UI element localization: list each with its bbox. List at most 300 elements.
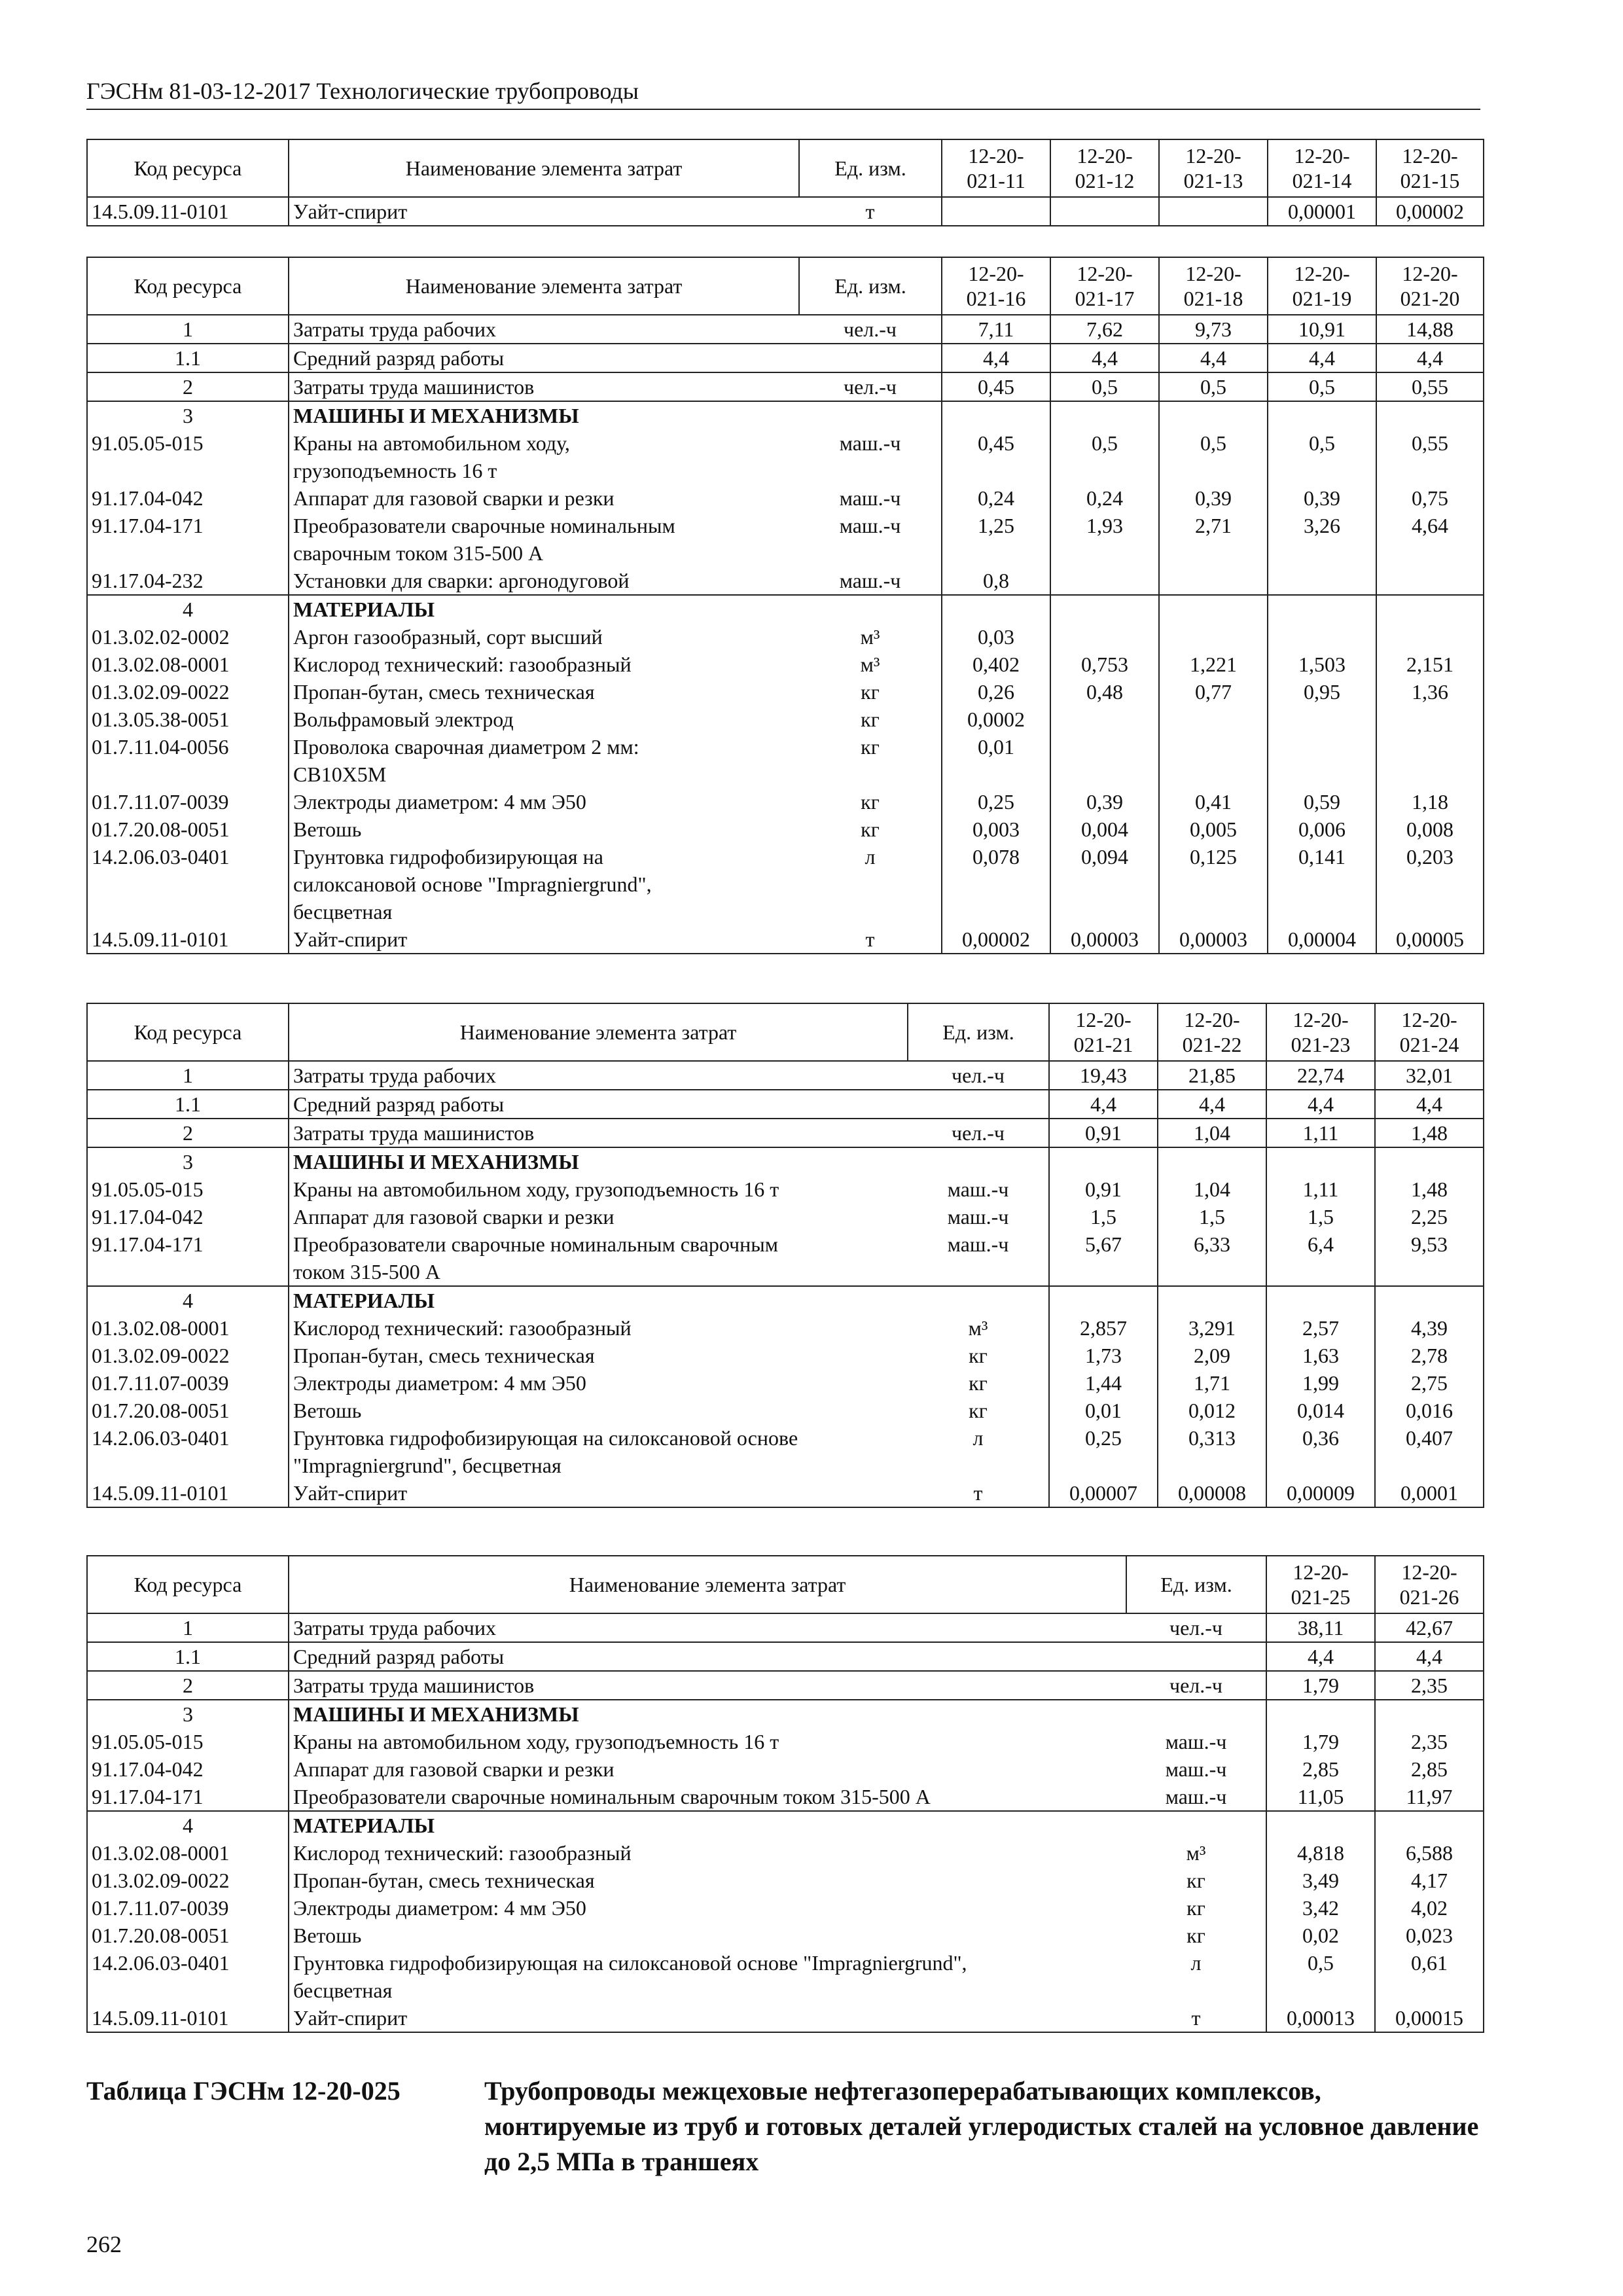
norm-value: 4,4: [1158, 1090, 1266, 1119]
norm-value: 0,5: [1266, 1949, 1375, 2004]
cost-element-name: Грунтовка гидрофобизирующая на силоксановой основе "Impragniergrund", бесцветная: [289, 1949, 1126, 2004]
norm-value: 0,00002: [942, 925, 1050, 954]
table-row: [87, 1342, 1484, 1369]
norm-value: 1,48: [1375, 1175, 1484, 1203]
header-norm-code: 12-20- 021-15: [1376, 139, 1484, 197]
norm-value: 0,5: [1268, 429, 1376, 484]
unit-of-measure: кг: [861, 708, 880, 731]
cost-element-name: Затраты труда машинистов: [289, 1119, 908, 1147]
norm-value: 0,00008: [1158, 1479, 1266, 1507]
table-header-row: [87, 139, 1484, 197]
table-row: [87, 678, 1484, 706]
cost-element-name: Электроды диаметром: 4 мм Э50: [289, 1369, 908, 1397]
page-number: 262: [86, 2231, 122, 2257]
norm-value: 1,79: [1266, 1671, 1375, 1700]
unit-of-measure: кг: [969, 1371, 988, 1395]
norm-value: 1,71: [1158, 1369, 1266, 1397]
norm-value: 1,503: [1268, 651, 1376, 678]
norm-value: [1266, 1811, 1375, 1839]
resource-code: 91.17.04-232: [87, 567, 289, 595]
cost-element-name: Ветошь: [289, 816, 799, 843]
cost-element-name: Затраты труда машинистов: [289, 372, 799, 401]
section-row: [87, 1286, 1484, 1314]
table-header-row: [87, 1003, 1484, 1061]
norm-value: [1159, 706, 1268, 733]
resource-code: 01.7.20.08-0051: [87, 1397, 289, 1424]
norm-value: 0,012: [1158, 1397, 1266, 1424]
norm-value: 1,48: [1375, 1119, 1484, 1147]
table-row: [87, 1203, 1484, 1230]
norm-value: [1050, 197, 1159, 226]
norm-value: 3,291: [1158, 1314, 1266, 1342]
norm-value: 0,00004: [1268, 925, 1376, 954]
header-norm-code: 12-20- 021-13: [1159, 139, 1268, 197]
cost-element-name: Затраты труда рабочих: [289, 315, 799, 344]
norm-value: 0,006: [1268, 816, 1376, 843]
unit-of-measure: маш.-ч: [947, 1205, 1009, 1229]
unit-of-measure: л: [1190, 1951, 1202, 1975]
norm-value: 0,5: [1050, 429, 1159, 484]
header-norm-code: 12-20- 021-11: [942, 139, 1050, 197]
unit-of-measure: [1126, 1700, 1266, 1728]
resource-code: 14.5.09.11-0101: [87, 2004, 289, 2032]
header-norm-code: 12-20- 021-21: [1049, 1003, 1158, 1061]
unit-of-measure: м³: [1186, 1841, 1206, 1865]
caption-text: Трубопроводы межцеховые нефтегазоперерабатывающих комплексов, монтируемые из труб и готовых деталей углеродистых сталей на условное давление до 2,5 МПа в траншеях: [484, 2076, 1479, 2176]
cost-element-name: Средний разряд работы: [289, 344, 799, 372]
unit-of-measure: маш.-ч: [1165, 1785, 1227, 1808]
unit-of-measure: чел.-ч: [908, 1061, 1049, 1090]
table-row: [87, 2004, 1484, 2032]
table-row: [87, 1090, 1484, 1119]
norm-value: 2,09: [1158, 1342, 1266, 1369]
resource-code: 91.05.05-015: [87, 1728, 289, 1755]
unit-of-measure: чел.-ч: [799, 315, 942, 344]
norm-value: [1050, 706, 1159, 733]
unit-of-measure: [799, 401, 942, 429]
norm-value: 0,0001: [1375, 1479, 1484, 1507]
resource-code: 91.05.05-015: [87, 429, 289, 484]
norm-value: 0,01: [1049, 1397, 1158, 1424]
cost-element-name: МАШИНЫ И МЕХАНИЗМЫ: [289, 1700, 1126, 1728]
unit-of-measure: [799, 595, 942, 623]
norm-value: 3,42: [1266, 1894, 1375, 1922]
resource-code: 91.17.04-171: [87, 1783, 289, 1811]
cost-element-name: Уайт-спирит: [289, 925, 799, 954]
norm-value: 0,25: [942, 788, 1050, 816]
cost-element-name: Кислород технический: газообразный: [289, 1314, 908, 1342]
norm-value: 0,03: [942, 623, 1050, 651]
norm-value: 0,24: [1050, 484, 1159, 512]
resource-code: 01.3.02.08-0001: [87, 1314, 289, 1342]
header-norm-code: 12-20- 021-16: [942, 257, 1050, 315]
norm-value: 11,05: [1266, 1783, 1375, 1811]
resource-code: 2: [87, 1119, 289, 1147]
norm-value: 4,4: [1268, 344, 1376, 372]
table-row: [87, 816, 1484, 843]
table-row: [87, 429, 1484, 484]
norm-value: 0,91: [1049, 1175, 1158, 1203]
cost-element-name: Средний разряд работы: [289, 1090, 908, 1119]
norm-value: 6,4: [1266, 1230, 1375, 1286]
norm-value: [1049, 1147, 1158, 1175]
table-row: [87, 1894, 1484, 1922]
norm-value: 2,85: [1375, 1755, 1484, 1783]
norm-value: [1266, 1700, 1375, 1728]
cost-element-name: Преобразователи сварочные номинальным сварочным током 315-500 А: [289, 1783, 1126, 1811]
resource-code: 91.17.04-042: [87, 1755, 289, 1783]
norm-value: 0,5: [1159, 372, 1268, 401]
norm-value: 1,18: [1376, 788, 1484, 816]
norm-value: 2,71: [1159, 512, 1268, 567]
cost-element-name: Проволока сварочная диаметром 2 мм: СВ10Х5М: [289, 733, 799, 788]
cost-element-name: МАШИНЫ И МЕХАНИЗМЫ: [289, 1147, 908, 1175]
header-unit: Ед. изм.: [799, 139, 942, 197]
unit-of-measure: [799, 344, 942, 372]
table-row: [87, 651, 1484, 678]
norm-value: [1268, 623, 1376, 651]
table-row: [87, 372, 1484, 401]
norm-value: 0,45: [942, 429, 1050, 484]
unit-of-measure: л: [972, 1426, 984, 1450]
norm-value: 11,97: [1375, 1783, 1484, 1811]
table-row: [87, 1755, 1484, 1783]
unit-of-measure: маш.-ч: [839, 431, 901, 455]
cost-element-name: МАШИНЫ И МЕХАНИЗМЫ: [289, 401, 799, 429]
unit-of-measure: чел.-ч: [908, 1119, 1049, 1147]
norm-value: 7,62: [1050, 315, 1159, 344]
unit-of-measure: т: [799, 925, 942, 954]
resource-code: 91.17.04-171: [87, 1230, 289, 1286]
header-unit: Ед. изм.: [908, 1003, 1049, 1061]
norm-value: [1050, 567, 1159, 595]
cost-element-name: Уайт-спирит: [289, 2004, 1126, 2032]
cost-element-name: Электроды диаметром: 4 мм Э50: [289, 788, 799, 816]
norm-value: [1050, 595, 1159, 623]
norm-value: 0,023: [1375, 1922, 1484, 1949]
norm-value: [1050, 733, 1159, 788]
norm-value: 3,26: [1268, 512, 1376, 567]
norm-value: 0,55: [1376, 372, 1484, 401]
cost-element-name: Пропан-бутан, смесь техническая: [289, 1867, 1126, 1894]
norm-value: 1,63: [1266, 1342, 1375, 1369]
norm-value: [1376, 567, 1484, 595]
norm-value: [942, 401, 1050, 429]
header-unit: Ед. изм.: [799, 257, 942, 315]
header-norm-code: 12-20- 021-26: [1375, 1556, 1484, 1613]
unit-of-measure: т: [1126, 2004, 1266, 2032]
cost-element-name: Преобразователи сварочные номинальным сварочным током 315-500 А: [289, 1230, 908, 1286]
norm-value: 2,78: [1375, 1342, 1484, 1369]
norm-value: 4,4: [1375, 1642, 1484, 1671]
norm-value: 2,25: [1375, 1203, 1484, 1230]
running-header: ГЭСНм 81-03-12-2017 Технологические трубопроводы: [86, 77, 1480, 110]
cost-element-name: Уайт-спирит: [289, 197, 799, 226]
resource-code: 01.3.02.02-0002: [87, 623, 289, 651]
unit-of-measure: чел.-ч: [1126, 1613, 1266, 1642]
norm-value: 0,004: [1050, 816, 1159, 843]
resource-code: 01.7.20.08-0051: [87, 816, 289, 843]
resource-code: 01.7.11.07-0039: [87, 1894, 289, 1922]
norm-value: 0,91: [1049, 1119, 1158, 1147]
table-row: [87, 623, 1484, 651]
norm-value: 0,59: [1268, 788, 1376, 816]
norm-value: 0,0002: [942, 706, 1050, 733]
header-name: Наименование элемента затрат: [289, 139, 799, 197]
resource-code: 01.3.02.09-0022: [87, 1342, 289, 1369]
cost-element-name: Ветошь: [289, 1922, 1126, 1949]
norm-value: 2,151: [1376, 651, 1484, 678]
unit-of-measure: кг: [1186, 1924, 1205, 1947]
norm-value: 0,00005: [1376, 925, 1484, 954]
resource-code: 01.3.02.08-0001: [87, 651, 289, 678]
norm-value: 0,141: [1268, 843, 1376, 925]
unit-of-measure: маш.-ч: [947, 1177, 1009, 1201]
cost-element-name: Кислород технический: газообразный: [289, 651, 799, 678]
norm-value: 0,39: [1159, 484, 1268, 512]
unit-of-measure: т: [908, 1479, 1049, 1507]
norm-value: 4,4: [1375, 1090, 1484, 1119]
unit-of-measure: кг: [1186, 1869, 1205, 1892]
norm-value: 38,11: [1266, 1613, 1375, 1642]
cost-element-name: Аргон газообразный, сорт высший: [289, 623, 799, 651]
cost-element-name: Преобразователи сварочные номинальным сварочным током 315-500 А: [289, 512, 799, 567]
unit-of-measure: т: [799, 197, 942, 226]
norm-value: 4,17: [1375, 1867, 1484, 1894]
table-row: [87, 1424, 1484, 1479]
resource-code: 14.2.06.03-0401: [87, 843, 289, 925]
norm-value: 0,00003: [1159, 925, 1268, 954]
resource-code: 1.1: [87, 1642, 289, 1671]
unit-of-measure: кг: [969, 1344, 988, 1367]
unit-of-measure: [908, 1090, 1049, 1119]
table-row: [87, 1642, 1484, 1671]
header-norm-code: 12-20- 021-12: [1050, 139, 1159, 197]
norm-value: 0,95: [1268, 678, 1376, 706]
norm-value: 1,73: [1049, 1342, 1158, 1369]
norm-value: [1158, 1147, 1266, 1175]
norm-value: 4,4: [1159, 344, 1268, 372]
cost-element-name: Аппарат для газовой сварки и резки: [289, 1203, 908, 1230]
norm-value: [1266, 1286, 1375, 1314]
norm-value: [1376, 401, 1484, 429]
table-header-row: [87, 257, 1484, 315]
norm-value: [1268, 595, 1376, 623]
norm-value: 0,094: [1050, 843, 1159, 925]
table-row: [87, 567, 1484, 595]
norm-value: 0,5: [1159, 429, 1268, 484]
table-row: [87, 706, 1484, 733]
unit-of-measure: маш.-ч: [1165, 1757, 1227, 1781]
unit-of-measure: кг: [1186, 1896, 1205, 1920]
norm-value: 0,402: [942, 651, 1050, 678]
norm-value: 0,61: [1375, 1949, 1484, 2004]
cost-element-name: Аппарат для газовой сварки и резки: [289, 484, 799, 512]
norm-value: 1,36: [1376, 678, 1484, 706]
table-row: [87, 843, 1484, 925]
cost-element-name: МАТЕРИАЛЫ: [289, 1811, 1126, 1839]
norm-value: 1,04: [1158, 1119, 1266, 1147]
table-row: [87, 1119, 1484, 1147]
norm-value: [1375, 1286, 1484, 1314]
norm-value: 0,8: [942, 567, 1050, 595]
header-unit: Ед. изм.: [1126, 1556, 1266, 1613]
resource-code: 3: [87, 1147, 289, 1175]
resource-code: 01.3.02.08-0001: [87, 1839, 289, 1867]
norm-value: 0,005: [1159, 816, 1268, 843]
unit-of-measure: кг: [969, 1399, 988, 1422]
cost-element-name: Ветошь: [289, 1397, 908, 1424]
header-norm-code: 12-20- 021-18: [1159, 257, 1268, 315]
unit-of-measure: маш.-ч: [839, 514, 901, 537]
unit-of-measure: кг: [861, 735, 880, 759]
resource-code: 01.7.11.04-0056: [87, 733, 289, 788]
resource-code: 01.3.02.09-0022: [87, 678, 289, 706]
cost-element-name: Вольфрамовый электрод: [289, 706, 799, 733]
norm-value: 2,857: [1049, 1314, 1158, 1342]
norm-value: 1,79: [1266, 1728, 1375, 1755]
section-row: [87, 1147, 1484, 1175]
norm-value: [1159, 567, 1268, 595]
unit-of-measure: кг: [861, 680, 880, 704]
norm-value: 22,74: [1266, 1061, 1375, 1090]
norm-value: [1159, 595, 1268, 623]
norm-value: 4,4: [1376, 344, 1484, 372]
norm-value: [1266, 1147, 1375, 1175]
table-row: [87, 1230, 1484, 1286]
norm-value: 0,41: [1159, 788, 1268, 816]
norm-value: 0,55: [1376, 429, 1484, 484]
header-norm-code: 12-20- 021-22: [1158, 1003, 1266, 1061]
norm-value: 4,39: [1375, 1314, 1484, 1342]
table-row: [87, 1671, 1484, 1700]
norm-value: 4,4: [1050, 344, 1159, 372]
resource-code: 1: [87, 1613, 289, 1642]
norm-value: 0,014: [1266, 1397, 1375, 1424]
resource-code: 01.3.02.09-0022: [87, 1867, 289, 1894]
norm-value: [1050, 401, 1159, 429]
header-code: Код ресурса: [87, 139, 289, 197]
norm-value: 0,45: [942, 372, 1050, 401]
resource-code: 4: [87, 595, 289, 623]
norm-value: [1375, 1700, 1484, 1728]
section-row: [87, 595, 1484, 623]
cost-element-name: МАТЕРИАЛЫ: [289, 1286, 908, 1314]
norm-value: 0,02: [1266, 1922, 1375, 1949]
unit-of-measure: чел.-ч: [1126, 1671, 1266, 1700]
section-row: [87, 1811, 1484, 1839]
table-row: [87, 1369, 1484, 1397]
section-row: [87, 401, 1484, 429]
header-norm-code: 12-20- 021-23: [1266, 1003, 1375, 1061]
norm-value: 0,75: [1376, 484, 1484, 512]
resource-code: 3: [87, 401, 289, 429]
resource-table-4: [86, 1555, 1484, 2033]
resource-code: 14.5.09.11-0101: [87, 1479, 289, 1507]
table-row: [87, 1839, 1484, 1867]
cost-element-name: Уайт-спирит: [289, 1479, 908, 1507]
norm-value: [1159, 733, 1268, 788]
cost-element-name: Грунтовка гидрофобизирующая на силоксановой основе "Impragniergrund", бесцветная: [289, 843, 799, 925]
section-row: [87, 1700, 1484, 1728]
norm-value: 2,57: [1266, 1314, 1375, 1342]
norm-value: 9,73: [1159, 315, 1268, 344]
cost-element-name: МАТЕРИАЛЫ: [289, 595, 799, 623]
header-norm-code: 12-20- 021-14: [1268, 139, 1376, 197]
norm-value: 0,00013: [1266, 2004, 1375, 2032]
unit-of-measure: маш.-ч: [947, 1232, 1009, 1256]
norm-value: 0,00009: [1266, 1479, 1375, 1507]
unit-of-measure: [908, 1147, 1049, 1175]
header-norm-code: 12-20- 021-17: [1050, 257, 1159, 315]
norm-value: 0,36: [1266, 1424, 1375, 1479]
norm-value: 0,5: [1050, 372, 1159, 401]
norm-value: 4,4: [1266, 1090, 1375, 1119]
norm-value: 6,33: [1158, 1230, 1266, 1286]
table-row: [87, 1314, 1484, 1342]
norm-value: 0,01: [942, 733, 1050, 788]
unit-of-measure: маш.-ч: [1165, 1730, 1227, 1753]
table-row: [87, 1783, 1484, 1811]
norm-value: 0,753: [1050, 651, 1159, 678]
header-norm-code: 12-20- 021-25: [1266, 1556, 1375, 1613]
resource-code: 1: [87, 1061, 289, 1090]
norm-value: [1158, 1286, 1266, 1314]
norm-value: 0,00002: [1376, 197, 1484, 226]
resource-code: 14.5.09.11-0101: [87, 925, 289, 954]
table-row: [87, 788, 1484, 816]
unit-of-measure: [1126, 1642, 1266, 1671]
cost-element-name: Пропан-бутан, смесь техническая: [289, 1342, 908, 1369]
header-code: Код ресурса: [87, 257, 289, 315]
norm-value: [1268, 401, 1376, 429]
norm-value: [1268, 733, 1376, 788]
norm-value: 2,85: [1266, 1755, 1375, 1783]
norm-value: 0,25: [1049, 1424, 1158, 1479]
unit-of-measure: чел.-ч: [799, 372, 942, 401]
norm-value: 1,25: [942, 512, 1050, 567]
unit-of-measure: м³: [860, 625, 880, 649]
norm-value: 4,4: [1266, 1642, 1375, 1671]
norm-value: 0,5: [1268, 372, 1376, 401]
unit-of-measure: маш.-ч: [839, 486, 901, 510]
norm-value: [942, 595, 1050, 623]
norm-value: 1,44: [1049, 1369, 1158, 1397]
cost-element-name: Кислород технический: газообразный: [289, 1839, 1126, 1867]
resource-code: 01.7.11.07-0039: [87, 1369, 289, 1397]
cost-element-name: Аппарат для газовой сварки и резки: [289, 1755, 1126, 1783]
norm-value: 4,4: [942, 344, 1050, 372]
table-row: [87, 1175, 1484, 1203]
resource-code: 91.05.05-015: [87, 1175, 289, 1203]
norm-value: 0,313: [1158, 1424, 1266, 1479]
table-row: [87, 733, 1484, 788]
norm-value: [1375, 1811, 1484, 1839]
norm-value: 2,35: [1375, 1728, 1484, 1755]
norm-value: 5,67: [1049, 1230, 1158, 1286]
table-row: [87, 1397, 1484, 1424]
resource-code: 2: [87, 1671, 289, 1700]
norm-value: 4,4: [1049, 1090, 1158, 1119]
resource-code: 1: [87, 315, 289, 344]
norm-value: 0,77: [1159, 678, 1268, 706]
norm-value: 32,01: [1375, 1061, 1484, 1090]
resource-code: 14.5.09.11-0101: [87, 197, 289, 226]
norm-value: [1376, 623, 1484, 651]
norm-value: [1268, 706, 1376, 733]
resource-code: 01.3.05.38-0051: [87, 706, 289, 733]
norm-value: 0,008: [1376, 816, 1484, 843]
